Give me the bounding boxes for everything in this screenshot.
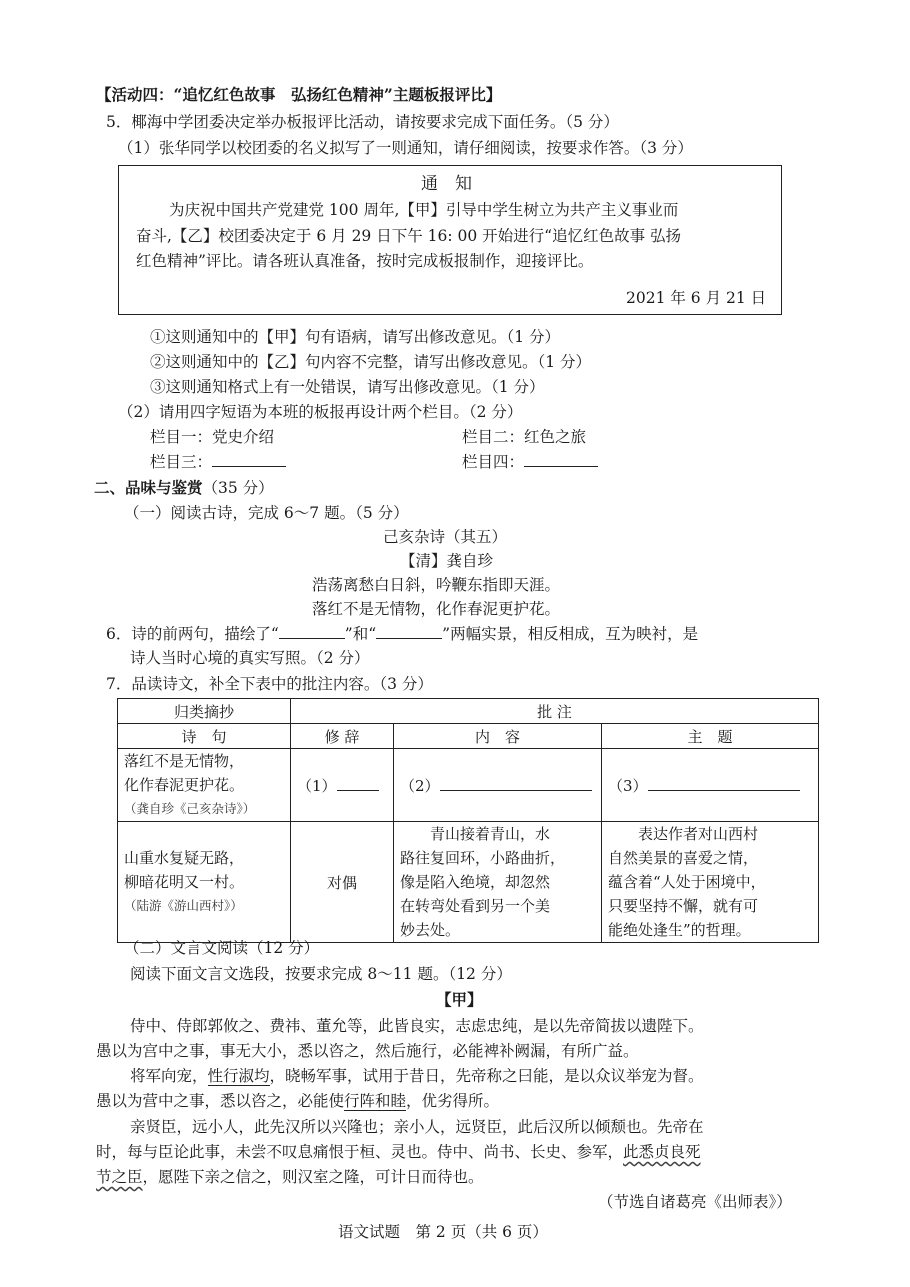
answer-blank[interactable]: [648, 774, 800, 791]
poem-line-2: 落红不是无情物，化作春泥更护花。: [312, 600, 561, 618]
wavy-underlined-phrase: 节之臣: [96, 1168, 143, 1186]
notice-line-2: 奋斗,【乙】校团委决定于 6 月 29 日下午 16: 00 开始进行“追忆红色故事 弘扬: [136, 227, 682, 245]
q5-part2: （2）请用四字短语为本班的板报再设计两个栏目。（2 分）: [118, 403, 523, 421]
passage-line-1: 侍中、侍郎郭攸之、费祎、董允等，此皆良实，志虑忠纯，是以先帝简拔以遗陛下。: [130, 1017, 704, 1035]
passage-label: 【甲】: [436, 990, 483, 1009]
passage-line-3: 将军向宠，性行淑均，晓畅军事，试用于昔日，先帝称之曰能，是以众议举宠为督。: [130, 1067, 704, 1085]
underlined-phrase: 性行淑均: [207, 1067, 270, 1085]
notice-line-1: 为庆祝中国共产党建党 100 周年,【甲】引导中学生树立为共产主义事业而: [169, 201, 679, 219]
classical-instruction: 阅读下面文言文选段，按要求完成 8～11 题。（12 分）: [130, 965, 512, 983]
answer-blank[interactable]: [337, 774, 379, 791]
q5-sub3: ③这则通知格式上有一处错误，请写出修改意见。（1 分）: [150, 378, 545, 396]
underlined-phrase: 行阵和睦: [344, 1092, 407, 1110]
header-category: 归类摘抄: [118, 699, 291, 724]
q5-sub1: ①这则通知中的【甲】句有语病，请写出修改意见。（1 分）: [150, 328, 561, 346]
notice-date: 2021 年 6 月 21 日: [626, 289, 767, 307]
q6-line-2: 诗人当时心境的真实写照。（2 分）: [130, 649, 370, 667]
row2-verse: 山重水复疑无路， 柳暗花明又一村。 （陆游《游山西村》）: [118, 822, 291, 943]
section2-heading: 二、品味与鉴赏（35 分）: [94, 478, 274, 497]
annotation-table: [117, 698, 819, 943]
header-content: 内 容: [394, 724, 602, 749]
poem-author: 【清】龚自珍: [400, 552, 494, 570]
page-footer: 语文试题 第 2 页（共 6 页）: [338, 1223, 548, 1241]
wavy-underlined-phrase: 此悉贞良死: [623, 1143, 701, 1161]
row1-content: （2）: [394, 749, 602, 822]
classical-heading: （二）文言文阅读（12 分）: [124, 939, 320, 957]
notice-line-3: 红色精神”评比。请各班认真准备，按时完成板报制作，迎接评比。: [136, 252, 594, 270]
answer-blank[interactable]: [440, 774, 592, 791]
poem-title: 己亥杂诗（其五）: [383, 528, 508, 546]
q5-stem: 5．椰海中学团委决定举办板报评比活动，请按要求完成下面任务。（5 分）: [106, 113, 619, 131]
row2-rhetoric: 对偶: [291, 822, 394, 943]
passage-line-5: 亲贤臣，远小人，此先汉所以兴隆也；亲小人，远贤臣，此后汉所以倾颓也。先帝在: [130, 1118, 704, 1136]
notice-box: [118, 165, 782, 315]
q5-sub2: ②这则通知中的【乙】句内容不完整，请写出修改意见。（1 分）: [150, 353, 592, 371]
answer-blank[interactable]: [524, 450, 598, 467]
answer-blank[interactable]: [279, 622, 345, 639]
row1-verse: 落红不是无情物， 化作春泥更护花。 （龚自珍《己亥杂诗》）: [118, 749, 291, 822]
column-1: 栏目一：党史介绍: [150, 428, 275, 446]
column-2: 栏目二：红色之旅: [462, 428, 587, 446]
passage-line-4: 愚以为营中之事，悉以咨之，必能使行阵和睦，优劣得所。: [96, 1092, 500, 1110]
column-4: 栏目四：: [462, 450, 598, 474]
header-rhetoric: 修 辞: [291, 724, 394, 749]
passage-source: （节选自诸葛亮《出师表》）: [598, 1193, 792, 1211]
passage-line-6: 时，每与臣论此事，未尝不叹息痛恨于桓、灵也。侍中、尚书、长史、参军，此悉贞良死: [96, 1143, 701, 1161]
row1-rhetoric: （1）: [291, 749, 394, 822]
poem-line-1: 浩荡离愁白日斜，吟鞭东指即天涯。: [312, 576, 561, 594]
q5-part1: （1）张华同学以校团委的名义拟写了一则通知，请仔细阅读，按要求作答。（3 分）: [118, 139, 693, 157]
row1-theme: （3）: [602, 749, 819, 822]
column-3: 栏目三：: [150, 450, 286, 474]
passage-line-2: 愚以为宫中之事，事无大小，悉以咨之，然后施行，必能裨补阙漏，有所广益。: [96, 1042, 639, 1060]
answer-blank[interactable]: [212, 450, 286, 467]
passage-line-7: 节之臣，愿陛下亲之信之，则汉室之隆，可计日而待也。: [96, 1168, 484, 1186]
header-theme: 主 题: [602, 724, 819, 749]
answer-blank[interactable]: [376, 622, 442, 639]
header-annotation: 批 注: [291, 699, 819, 724]
row2-content: 青山接着青山，水 路往复回环，小路曲折， 像是陷入绝境，却忽然 在转弯处看到另一个美 妙去处。: [394, 822, 602, 943]
header-verse: 诗 句: [118, 724, 291, 749]
q7-stem: 7．品读诗文，补全下表中的批注内容。（3 分）: [106, 675, 433, 693]
q6-line-1: 6．诗的前两句，描绘了“ ”和“ ”两幅实景，相反相成，互为映衬，是: [106, 622, 698, 646]
row2-theme: 表达作者对山西村 自然美景的喜爱之情， 蕴含着“人处于困境中， 只要坚持不懈，就有可 能绝处逢生”的哲理。: [602, 822, 819, 943]
poem-instruction: （一）阅读古诗，完成 6～7 题。（5 分）: [124, 504, 409, 522]
notice-title: 通 知: [421, 174, 472, 194]
activity-heading: 【活动四：“追忆红色故事 弘扬红色精神”主题板报评比】: [96, 85, 502, 104]
